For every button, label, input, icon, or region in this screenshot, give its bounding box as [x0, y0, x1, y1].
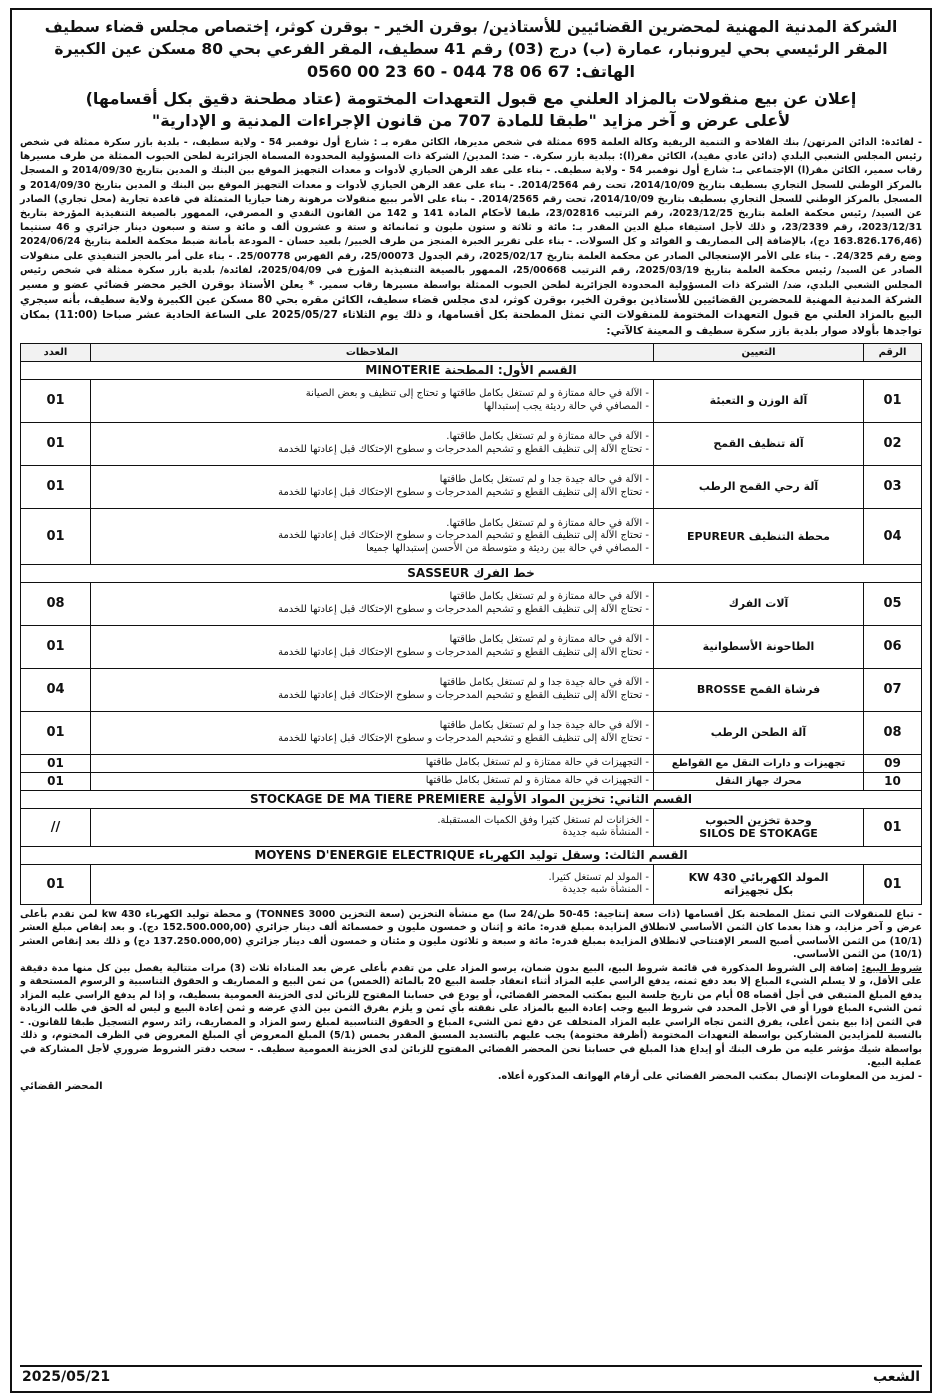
row-name: آلة الطحن الرطب — [654, 711, 864, 754]
row-notes — [91, 379, 654, 422]
row-notes — [91, 422, 654, 465]
note-line: - المنشأة شبه جديدة — [562, 884, 649, 896]
row-num: 01 — [864, 864, 922, 904]
section-row — [21, 564, 922, 582]
announcement-title — [20, 88, 922, 132]
section-title: القسم الثالث: وسقل توليد الكهرباء MOYENS D'ENERGIE ELECTRIQUE — [21, 846, 922, 864]
section-title: القسم الأول: المطحنة MINOTERIE — [21, 361, 922, 379]
note-line: - المصافي في حالة بين رديئة و متوسطة من الأحسن إستبدالها جميعا — [366, 542, 649, 554]
row-notes — [91, 508, 654, 564]
table-row — [21, 508, 922, 564]
note-line: - المصافي في حالة رديئة يجب إستبدالها — [483, 400, 649, 412]
phone-numbers: 67 06 78 044 - 60 23 00 0560 — [307, 62, 570, 81]
row-name: آلات الفرك — [654, 582, 864, 625]
publication-date: 2025/05/21 — [22, 1369, 111, 1385]
note-line: - الآلة في حالة جيدة جدا و لم تستغل بكامل طاقتها — [439, 474, 649, 486]
row-num: 06 — [864, 625, 922, 668]
row-name — [654, 808, 864, 846]
row-notes — [91, 582, 654, 625]
row-notes — [91, 668, 654, 711]
row-qty: 08 — [21, 582, 91, 625]
announcement-page — [10, 8, 932, 1393]
table-row — [21, 772, 922, 790]
row-notes — [91, 711, 654, 754]
col-qty-header: العدد — [21, 343, 91, 361]
table-row — [21, 668, 922, 711]
row-name-line: وحدة تخزين الحبوب — [705, 814, 812, 828]
announcement-line1: إعلان عن بيع منقولات بالمزاد العلني مع قبول التعهدات المختومة (عتاد مطحنة دقيق بكل أقسامها) — [85, 89, 857, 108]
row-num: 07 — [864, 668, 922, 711]
row-qty: 01 — [21, 625, 91, 668]
conditions-label: شروط البيع: — [861, 962, 922, 974]
table-row — [21, 379, 922, 422]
row-name: آلة تنظيف القمح — [654, 422, 864, 465]
header-phone — [20, 60, 922, 84]
row-name — [654, 864, 864, 904]
note-line: - الآلة في حالة ممتازة و لم تستغل بكامل طاقتها — [449, 591, 649, 603]
row-num: 09 — [864, 754, 922, 772]
row-num: 01 — [864, 808, 922, 846]
row-notes: - التجهيزات في حالة ممتازة و لم تستغل بكامل طاقتها — [91, 772, 654, 790]
row-name: تجهيزات و دارات النقل مع القواطع — [654, 754, 864, 772]
note-line: - الآلة في حالة جيدة جدا و لم تستغل بكامل طاقتها — [439, 677, 649, 689]
col-num-header: الرقم — [864, 343, 922, 361]
table-header-row — [21, 343, 922, 361]
note-line: - تحتاج الآلة إلى تنظيف القطع و تشحيم المدحرجات و سطوح الإحتكاك قبل إعادتها للخدمة — [278, 443, 649, 455]
contact-paragraph: - لمزيد من المعلومات الإتصال بمكتب المحضر القضائي على أرقام الهواتف المذكورة أعلاه. — [497, 1070, 922, 1082]
row-qty: 01 — [21, 379, 91, 422]
bottom-bar — [22, 1367, 920, 1387]
row-name: محرك جهاز النقل — [654, 772, 864, 790]
note-line: - المولد لم تستغل كثيرا. — [548, 871, 649, 883]
row-notes: - التجهيزات في حالة ممتازة و لم تستغل بكامل طاقتها — [91, 754, 654, 772]
note-line: - الآلة في حالة ممتازة و لم تستغل بكامل طاقتها و تحتاج إلى تنظيف و بعض الصيانة — [305, 388, 649, 400]
table-row — [21, 864, 922, 904]
note-line: - تحتاج الآلة إلى تنظيف القطع و تشحيم المدحرجات و سطوح الإحتكاك قبل إعادتها للخدمة — [278, 486, 649, 498]
table-row — [21, 754, 922, 772]
header — [20, 16, 922, 84]
row-name-line: SILOS DE STOKAGE — [699, 827, 818, 841]
note-line: - تحتاج الآلة إلى تنظيف القطع و تشحيم المدحرجات و سطوح الإحتكاك قبل إعادتها للخدمة — [278, 689, 649, 701]
phone-label: الهاتف: — [575, 62, 635, 81]
row-num: 05 — [864, 582, 922, 625]
conditions-paragraph — [20, 962, 922, 1070]
row-name: محطة التنظيف EPUREUR — [654, 508, 864, 564]
row-notes — [91, 864, 654, 904]
sale-terms — [20, 908, 922, 1084]
row-name-line: المولد الكهربائي 430 KW — [688, 871, 829, 885]
row-qty: 01 — [21, 772, 91, 790]
row-name: فرشاة القمح BROSSE — [654, 668, 864, 711]
row-num: 03 — [864, 465, 922, 508]
legal-preamble — [20, 136, 922, 339]
table-row — [21, 465, 922, 508]
row-qty: 01 — [21, 864, 91, 904]
row-notes — [91, 625, 654, 668]
note-line: - تحتاج الآلة إلى تنظيف القطع و تشحيم المدحرجات و سطوح الإحتكاك قبل إعادتها للخدمة — [278, 530, 649, 542]
row-name: الطاحونة الأسطوانية — [654, 625, 864, 668]
row-name: آلة رحي القمح الرطب — [654, 465, 864, 508]
note-line: - الآلة في حالة جيدة جدا و لم تستغل بكامل طاقتها — [439, 720, 649, 732]
note-line: - تحتاج الآلة إلى تنظيف القطع و تشحيم المدحرجات و سطوح الإحتكاك قبل إعادتها للخدمة — [278, 646, 649, 658]
section-title: القسم الثاني: تخزين المواد الأولية STOCKAGE DE MA TIERE PREMIERE — [21, 790, 922, 808]
note-line: - تحتاج الآلة إلى تنظيف القطع و تشحيم المدحرجات و سطوح الإحتكاك قبل إعادتها للخدمة — [278, 603, 649, 615]
row-num: 02 — [864, 422, 922, 465]
table-row — [21, 711, 922, 754]
pricing-paragraph: - تباع للمنقولات التي تمثل المطحنة بكل أقسامها (ذات سعة إنتاجية: 45-50 طن/24 سا) مع منشأة التخزين (سعة التخزين 3000 TONNES) و محطة توليد الكهرباء 430 kw لمن تقدم بأعلى عرض و آخر مزايد، و هذا بعدما كان الثمن الأساسي لانطلاق المزايدة بمبلغ قدره: مائة و إثنان و خمسون مليون و خمسمائة ألف دينار جزائري (152.500.000,00 دج). و بعد إنقاص مبلغ العشر (10/1) من الثمن الأساسي أصبح السعر الإفتتاحي لانطلاق المزايدة بمبلغ قدره: مائة و سبعة و ثلاثون مليون و مئتان و خمسون ألف دينار جزائري (137.250.000,00 دج) و ذلك بعد إنقاص العشر (10/1) من الثمن الأساسي. — [20, 908, 922, 961]
row-num: 01 — [864, 379, 922, 422]
table-row — [21, 422, 922, 465]
row-qty: 01 — [21, 422, 91, 465]
row-num: 10 — [864, 772, 922, 790]
section-title: خط الفرك SASSEUR — [21, 564, 922, 582]
section-row — [21, 846, 922, 864]
sale-notice: * يعلن الأستاذ بوقرن الخير محضر قضائي عضو و مسير الشركة المدنية المهنية للمحضرين القضائيين للأستاذين بوقرن الخير، بوقرن كوثر، لدى مجلس قضاء سطيف، الكائن مقره بحي 80 مسكن عين الكبيرة ولاية سطيف، بأنه سيجري البيع بالمزاد العلني مع قبول التعهدات المختومة للمنقولات التي تمثل المطحنة بكل أقسامها، و ذلك يوم الثلاثاء 2025/05/27 على الساعة الحادية عشر صباحا (11:00) بمكان تواجدها بأولاد صوار بلدية بازر سكرة سطيف و المعينة كالآتي: — [20, 279, 922, 337]
row-qty: // — [21, 808, 91, 846]
table-row — [21, 582, 922, 625]
note-line: - تحتاج الآلة إلى تنظيف القطع و تشحيم المدحرجات و سطوح الإحتكاك قبل إعادتها للخدمة — [278, 732, 649, 744]
note-line: - الخزانات لم تستغل كثيرا وفق الكميات المستقبلة. — [437, 814, 649, 826]
signature: المحضر القضائي — [20, 1081, 103, 1093]
announcement-line2: لأعلى عرض و آخر مزايد "طبقا للمادة 707 من قانون الإجراءات المدنية و الإدارية" — [151, 111, 791, 130]
col-name-header: التعيين — [654, 343, 864, 361]
table-row — [21, 625, 922, 668]
note-line: - الآلة في حالة ممتازة و لم تستغل بكامل طاقتها. — [446, 517, 649, 529]
col-notes-header: الملاحظات — [91, 343, 654, 361]
header-line2: المقر الرئيسي بحي ليرونبار، عمارة (ب) درج (03) رقم 41 سطيف، المقر الفرعي بحي 80 مسكن عين الكبيرة — [54, 40, 888, 58]
row-num: 04 — [864, 508, 922, 564]
row-qty: 01 — [21, 711, 91, 754]
row-num: 08 — [864, 711, 922, 754]
section-row — [21, 361, 922, 379]
row-qty: 01 — [21, 754, 91, 772]
note-line: - الآلة في حالة ممتازة و لم تستغل بكامل طاقتها — [449, 634, 649, 646]
newspaper-name: الشعب — [872, 1369, 920, 1385]
note-line: - الآلة في حالة ممتازة و لم تستغل بكامل طاقتها. — [446, 431, 649, 443]
row-name: آلة الوزن و التعبئة — [654, 379, 864, 422]
row-notes — [91, 808, 654, 846]
note-line: - المنشأة شبه جديدة — [562, 827, 649, 839]
items-table — [20, 343, 922, 905]
row-notes — [91, 465, 654, 508]
row-name-line: بكل تجهيزاته — [723, 884, 794, 898]
row-qty: 01 — [21, 465, 91, 508]
header-line1: الشركة المدنية المهنية لمحضرين القضائيين للأستاذين/ بوقرن الخير - بوقرن كوثر، إختصاص مجلس قضاء سطيف — [44, 18, 898, 36]
conditions-text: إضافة إلى الشروط المذكورة في قائمة شروط البيع، البيع بدون ضمان، يرسو المزاد على من تقدم بأعلى عرض بعد المناداة ثلاث (3) مرات متتالية يفصل بين كل منها مدة دقيقة على الأقل، و لا يسلم الشيء المباع إلا بعد دفع ثمنه، يدفع الراسي عليه المزاد أثناء انعقاد جلسة البيع 20 بالمائة (الخمس) من ثمن البيع و المصاريف و الحقوق التناسبية و الرسوم المستحقة و يدفع المبلغ المتبقي في أجل أقصاه 08 أيام من تاريخ جلسة البيع بمكتب المحضر القضائي، أو يودع في حسابنا المفتوح للزبائن لدى الخزينة العمومية بسطيف، و إذا لم يدفع الراسي عليه المزاد ثمن الشيء المباع فورا أو في الأجل المحدد في شروط البيع وجب إعادة البيع بالمزاد على نفقته بأي ثمن و يلزم بفرق الثمن بين الذي عرضه و ثمن إعادة البيع و ليس له الحق في طلب الزيادة في الثمن إذا بيع بثمن أعلى، يفرق الثمن تجاه الراسي عليه المزاد المتخلف عن دفع ثمن الشيء المباع و الحقوق التناسبية لمبلغ رسو المزاد و المصاريف، زائد رسوم التسجيل طبقا للقانون. - بالنسبة للمزايدين المشاركين بواسطة التعهدات المختومة (أظرفة مختومة) يجب عليهم بالتسديد المسبق المقدر بخمس (5/1) المبلغ المعروض أي المبلغ المعروض في الظرف المختوم، و ذلك بواسطة شيك مؤشر عليه من طرف البنك أو إيداع هذا المبلغ في حسابنا نحن المحضر القضائي المفتوح للزبائن لدى الخزينة العمومية سطيف. - سحب دفتر الشروط ضروري لأجل المشاركة في عملية البيع. — [20, 962, 922, 1069]
table-row — [21, 808, 922, 846]
preamble-text: - لفائدة: الدائن المرتهن/ بنك الفلاحة و التنمية الريفية وكالة العلمة 695 ممثلة في شخص مديرها، الكائن مقره بـ : شارع أول نوفمبر 54 - ولاية سطيف، - بلدية بازر سكرة ممثلة في شخص رئيس المجلس الشعبي البلدي (دائن عادي مقيد)، الكائن مقر(ا): ببلدية بازر سكرة. - ضد: المدين/ الشركة ذات المسؤولية المحدودة المسماة الجزائرية لطحن الحبوب الممثلة من طرف مسيرها رقاب سمير، الكائن مقر(ا) الإجتماعي بـ: شارع أول نوفمبر 54 - ولاية سطيف. - بناء على عقد الرهن الحيازي لأدوات و معدات التجهيز الموقع بين البنك و المدين بتاريخ 2014/09/30 و المسجل بالمركز الوطني للسجل التجاري بسطيف بتاريخ 2014/10/09، تحت رقم 2014/2564. - بناء على عقد الرهن الحيازي لأدوات و معدات التجهيز الموقع بين البنك و المدين بتاريخ 2014/09/30 و المسجل بالمركز الوطني للسجل التجاري بسطيف بتاريخ 2014/10/09، تحت رقم 2014/2565. - بناء على الأمر ببيع منقولات مرهونة رهنا حيازيا المتمثلة في قاعدة تجارية (محل تجاري) الصادر عن السيد/ رئيس محكمة العلمة بتاريخ 2023/12/25، رقم الترتيب 23/02816، طبقا لأحكام المادة 141 و 142 من القانون النقدي و المصرفي، الممهور بالصيغة التنفيذية المؤرخة بتاريخ 2023/12/31، رقم 23/2339، و ذلك لأجل استيفاء مبلغ الدين المقدر بـ: مائة و ثلاثة و ستون مليون و ثمانمائة و ستة و عشرون ألف و مائة و ستة و سبعون دينار جزائري و 46 سنتيما (163.826.176,46 دج)، بالإضافة إلى المصاريف و الفوائد و كل السولات. - بناء على تقرير الخبرة المنجز من طرف الخبير/ بلعيد حسان - المودعة بأمانة ضبط محكمة العلمة بتاريخ 2024/06/24 وضع رقم 24/325. - بناء على الأمر الإستعجالي الصادر عن محكمة العلمة بتاريخ 2025/02/17، رقم الجدول 25/00073، رقم الفهرس 25/00778. - بناء على أمر بالحجز التنفيذي على منقولات الصادر عن السيد/ رئيس محكمة العلمة بتاريخ 2025/03/19، رقم الترتيب 25/00668، الممهور بالصيغة التنفيذية المؤرخ في 2025/04/09، لفائدة/ بلدية بازر سكرة ممثلة في شخص رئيس المجلس الشعبي البلدي، ضد/ الشركة ذات المسؤولية المحدودة الجزائرية لطحن الحبوب الممثلة بواسطة مسيرها رقاب سمير. — [20, 137, 923, 292]
row-qty: 01 — [21, 508, 91, 564]
row-qty: 04 — [21, 668, 91, 711]
section-row — [21, 790, 922, 808]
